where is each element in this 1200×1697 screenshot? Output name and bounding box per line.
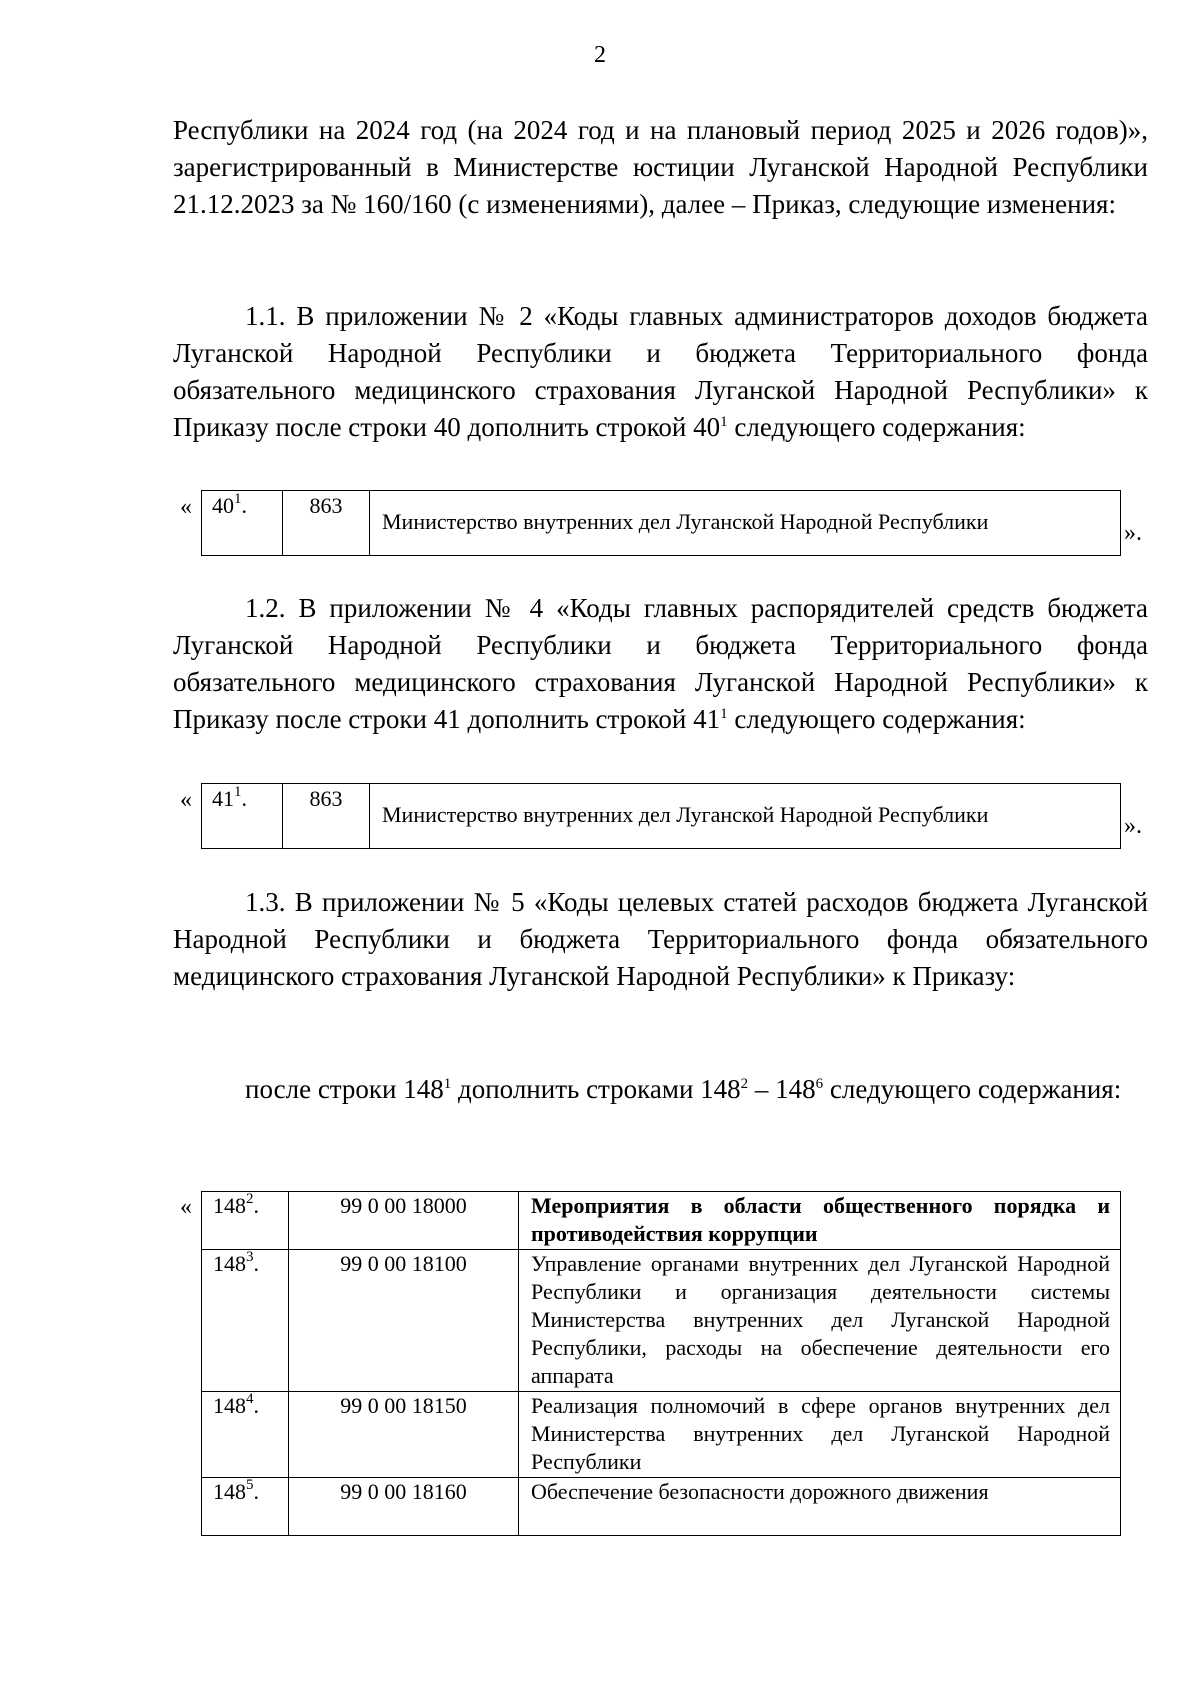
row-number-cell: $148^5$.	[202, 1478, 289, 1536]
open-quote-3: «	[180, 1194, 192, 1220]
page-number: 2	[594, 42, 606, 68]
intro-rest: зарегистрированный в Министерстве юстиции Луганской Народной Республики 21.12.2023 за № 160/160 (с изменениями), далее – Приказ, следующие изменения:	[173, 152, 1148, 219]
row-number-cell: $41^1$.	[202, 784, 283, 849]
item-1-2-paragraph	[173, 590, 1148, 738]
name-cell: Обеспечение безопасности дорожного движения	[519, 1478, 1121, 1536]
code-cell: 99 0 00 18150	[289, 1392, 519, 1478]
close-quote-2: ».	[1124, 813, 1142, 839]
table-1-3	[201, 1191, 1121, 1536]
item-1-2-tail: следующего содержания:	[727, 704, 1026, 734]
table-row	[202, 784, 1121, 849]
item-1-2-sup: 1	[720, 706, 728, 722]
code-cell: 99 0 00 18100	[289, 1250, 519, 1392]
item-1-3-paragraph	[173, 884, 1148, 995]
table-row	[202, 491, 1121, 556]
item-1-1-tail: следующего содержания:	[727, 412, 1026, 442]
item-1-1-paragraph	[173, 298, 1148, 446]
name-cell: Управление органами внутренних дел Луганской Народной Республики и организация деятельности системы Министерства внутренних дел Луганской Народной Республики, расходы на обеспечение деятельности его аппарата	[519, 1250, 1121, 1392]
name-cell: Мероприятия в области общественного порядка и противодействия коррупции	[519, 1192, 1121, 1250]
row-number-cell: $148^3$.	[202, 1250, 289, 1392]
intro-line1: Республики на 2024 год (на 2024 год и на плановый период 2025 и 2026 годов)»,	[173, 115, 1148, 145]
table-1-2	[201, 783, 1121, 849]
name-cell: Министерство внутренних дел Луганской Народной Республики	[370, 784, 1121, 849]
table-row	[202, 1192, 1121, 1250]
close-quote-1: ».	[1124, 520, 1142, 546]
item-1-1-text: 1.1. В приложении № 2 «Коды главных администраторов доходов бюджета Луганской Народной Республики и бюджета Территориального фонда обязательного медицинского страхования Луганской Народной Республики» к Приказу после строки 40 дополнить строкой 40	[173, 301, 1148, 442]
open-quote-1: «	[180, 494, 192, 520]
name-cell: Реализация полномочий в сфере органов внутренних дел Министерства внутренних дел Луганской Народной Республики	[519, 1392, 1121, 1478]
item-1-3-text: 1.3. В приложении № 5 «Коды целевых статей расходов бюджета Луганской Народной Республики и бюджета Территориального фонда обязательного медицинского страхования Луганской Народной Республики» к Приказу:	[173, 887, 1148, 991]
table-row	[202, 1250, 1121, 1392]
code-cell: 863	[283, 784, 370, 849]
item-1-1-sup: 1	[720, 414, 728, 430]
table-row	[202, 1478, 1121, 1536]
table-row	[202, 1392, 1121, 1478]
name-cell: Министерство внутренних дел Луганской Народной Республики	[370, 491, 1121, 556]
item-1-2-text: 1.2. В приложении № 4 «Коды главных распорядителей средств бюджета Луганской Народной Республики и бюджета Территориального фонда обязательного медицинского страхования Луганской Народной Республики» к Приказу после строки 41 дополнить строкой 41	[173, 593, 1148, 734]
code-cell: 863	[283, 491, 370, 556]
code-cell: 99 0 00 18000	[289, 1192, 519, 1250]
after-line-paragraph: после строки $148^1$ дополнить строками $148^2 - 148^6$ следующего содержания:	[245, 1074, 1122, 1104]
row-number-cell: $40^1$.	[202, 491, 283, 556]
row-number-cell: $148^4$.	[202, 1392, 289, 1478]
intro-paragraph	[173, 112, 1148, 223]
table-1-1	[201, 490, 1121, 556]
open-quote-2: «	[180, 787, 192, 813]
row-number-cell: $148^2$.	[202, 1192, 289, 1250]
code-cell: 99 0 00 18160	[289, 1478, 519, 1536]
